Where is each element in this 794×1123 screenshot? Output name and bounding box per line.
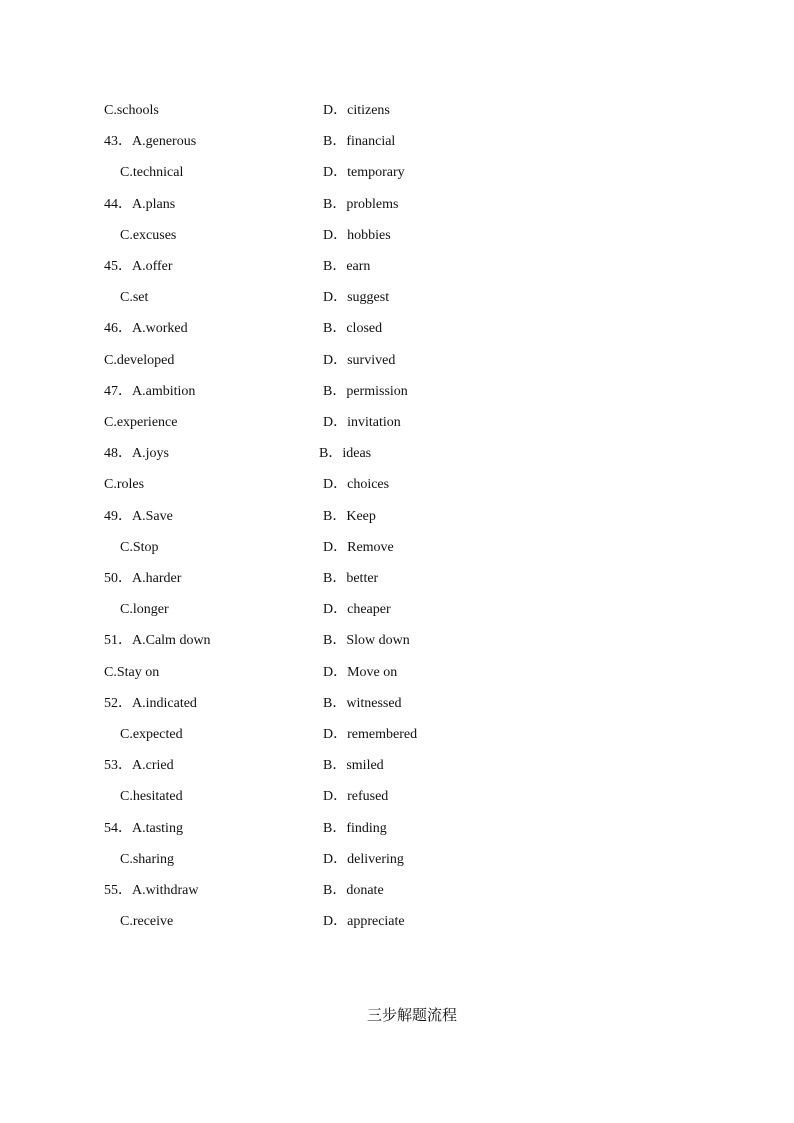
option-left: C.receive [120,914,174,929]
option-right: D．suggest [323,290,390,305]
question-row [0,443,794,465]
option-row [0,537,794,559]
option-right: B．ideas [319,446,372,461]
question-row [0,693,794,715]
option-right: B．Slow down [323,633,410,648]
question-row [0,880,794,902]
question-row [0,256,794,278]
option-row [0,786,794,808]
option-row [0,849,794,871]
option-left: 50．A.harder [104,571,182,586]
option-right: B．finding [323,821,387,836]
option-left: C.expected [120,727,183,742]
option-right: B．financial [323,134,396,149]
option-row [0,474,794,496]
option-row [0,724,794,746]
question-row [0,568,794,590]
option-row [0,162,794,184]
option-left: 45．A.offer [104,259,173,274]
option-right: D．delivering [323,852,404,867]
option-row [0,225,794,247]
option-right: B．permission [323,384,408,399]
question-row [0,630,794,652]
option-right: D．appreciate [323,914,405,929]
option-right: D．Remove [323,540,394,555]
option-right: D．Move on [323,665,398,680]
question-row [0,194,794,216]
option-left: 51．A.Calm down [104,633,211,648]
option-right: B．witnessed [323,696,402,711]
option-left: 44．A.plans [104,197,176,212]
option-right: B．better [323,571,379,586]
option-right: D．citizens [323,103,390,118]
section-heading: 三步解题流程 [366,1006,457,1024]
option-right: B．smiled [323,758,384,773]
option-row [0,287,794,309]
option-right: B．Keep [323,509,376,524]
option-left: C.technical [120,165,184,180]
option-left: 55．A.withdraw [104,883,199,898]
option-left: C.set [120,290,149,305]
option-left: 54．A.tasting [104,821,183,836]
option-row [0,100,794,122]
option-left: 46．A.worked [104,321,188,336]
option-left: 49．A.Save [104,509,173,524]
option-right: B．donate [323,883,384,898]
option-left: 53．A.cried [104,758,174,773]
option-left: C.excuses [120,228,177,243]
option-left: 48．A.joys [104,446,169,461]
option-left: C.longer [120,602,169,617]
option-left: C.Stop [120,540,159,555]
option-right: D．cheaper [323,602,391,617]
option-row [0,662,794,684]
option-left: 52．A.indicated [104,696,197,711]
question-row [0,131,794,153]
option-left: C.hesitated [120,789,183,804]
option-row [0,911,794,933]
option-right: D．choices [323,477,390,492]
option-left: C.sharing [120,852,175,867]
question-row [0,318,794,340]
option-left: 47．A.ambition [104,384,196,399]
option-left: C.developed [104,353,175,368]
question-row [0,506,794,528]
option-left: C.schools [104,103,159,118]
option-right: B．closed [323,321,383,336]
option-row [0,599,794,621]
option-right: D．remembered [323,727,418,742]
option-left: 43．A.generous [104,134,197,149]
option-right: D．temporary [323,165,405,180]
question-row [0,755,794,777]
option-right: D．refused [323,789,389,804]
option-left: C.roles [104,477,145,492]
option-right: B．problems [323,197,399,212]
option-row [0,350,794,372]
option-left: C.Stay on [104,665,160,680]
option-right: D．invitation [323,415,401,430]
option-right: B．earn [323,259,371,274]
question-row [0,818,794,840]
option-right: D．hobbies [323,228,391,243]
option-left: C.experience [104,415,178,430]
option-row [0,412,794,434]
question-row [0,381,794,403]
option-right: D．survived [323,353,396,368]
